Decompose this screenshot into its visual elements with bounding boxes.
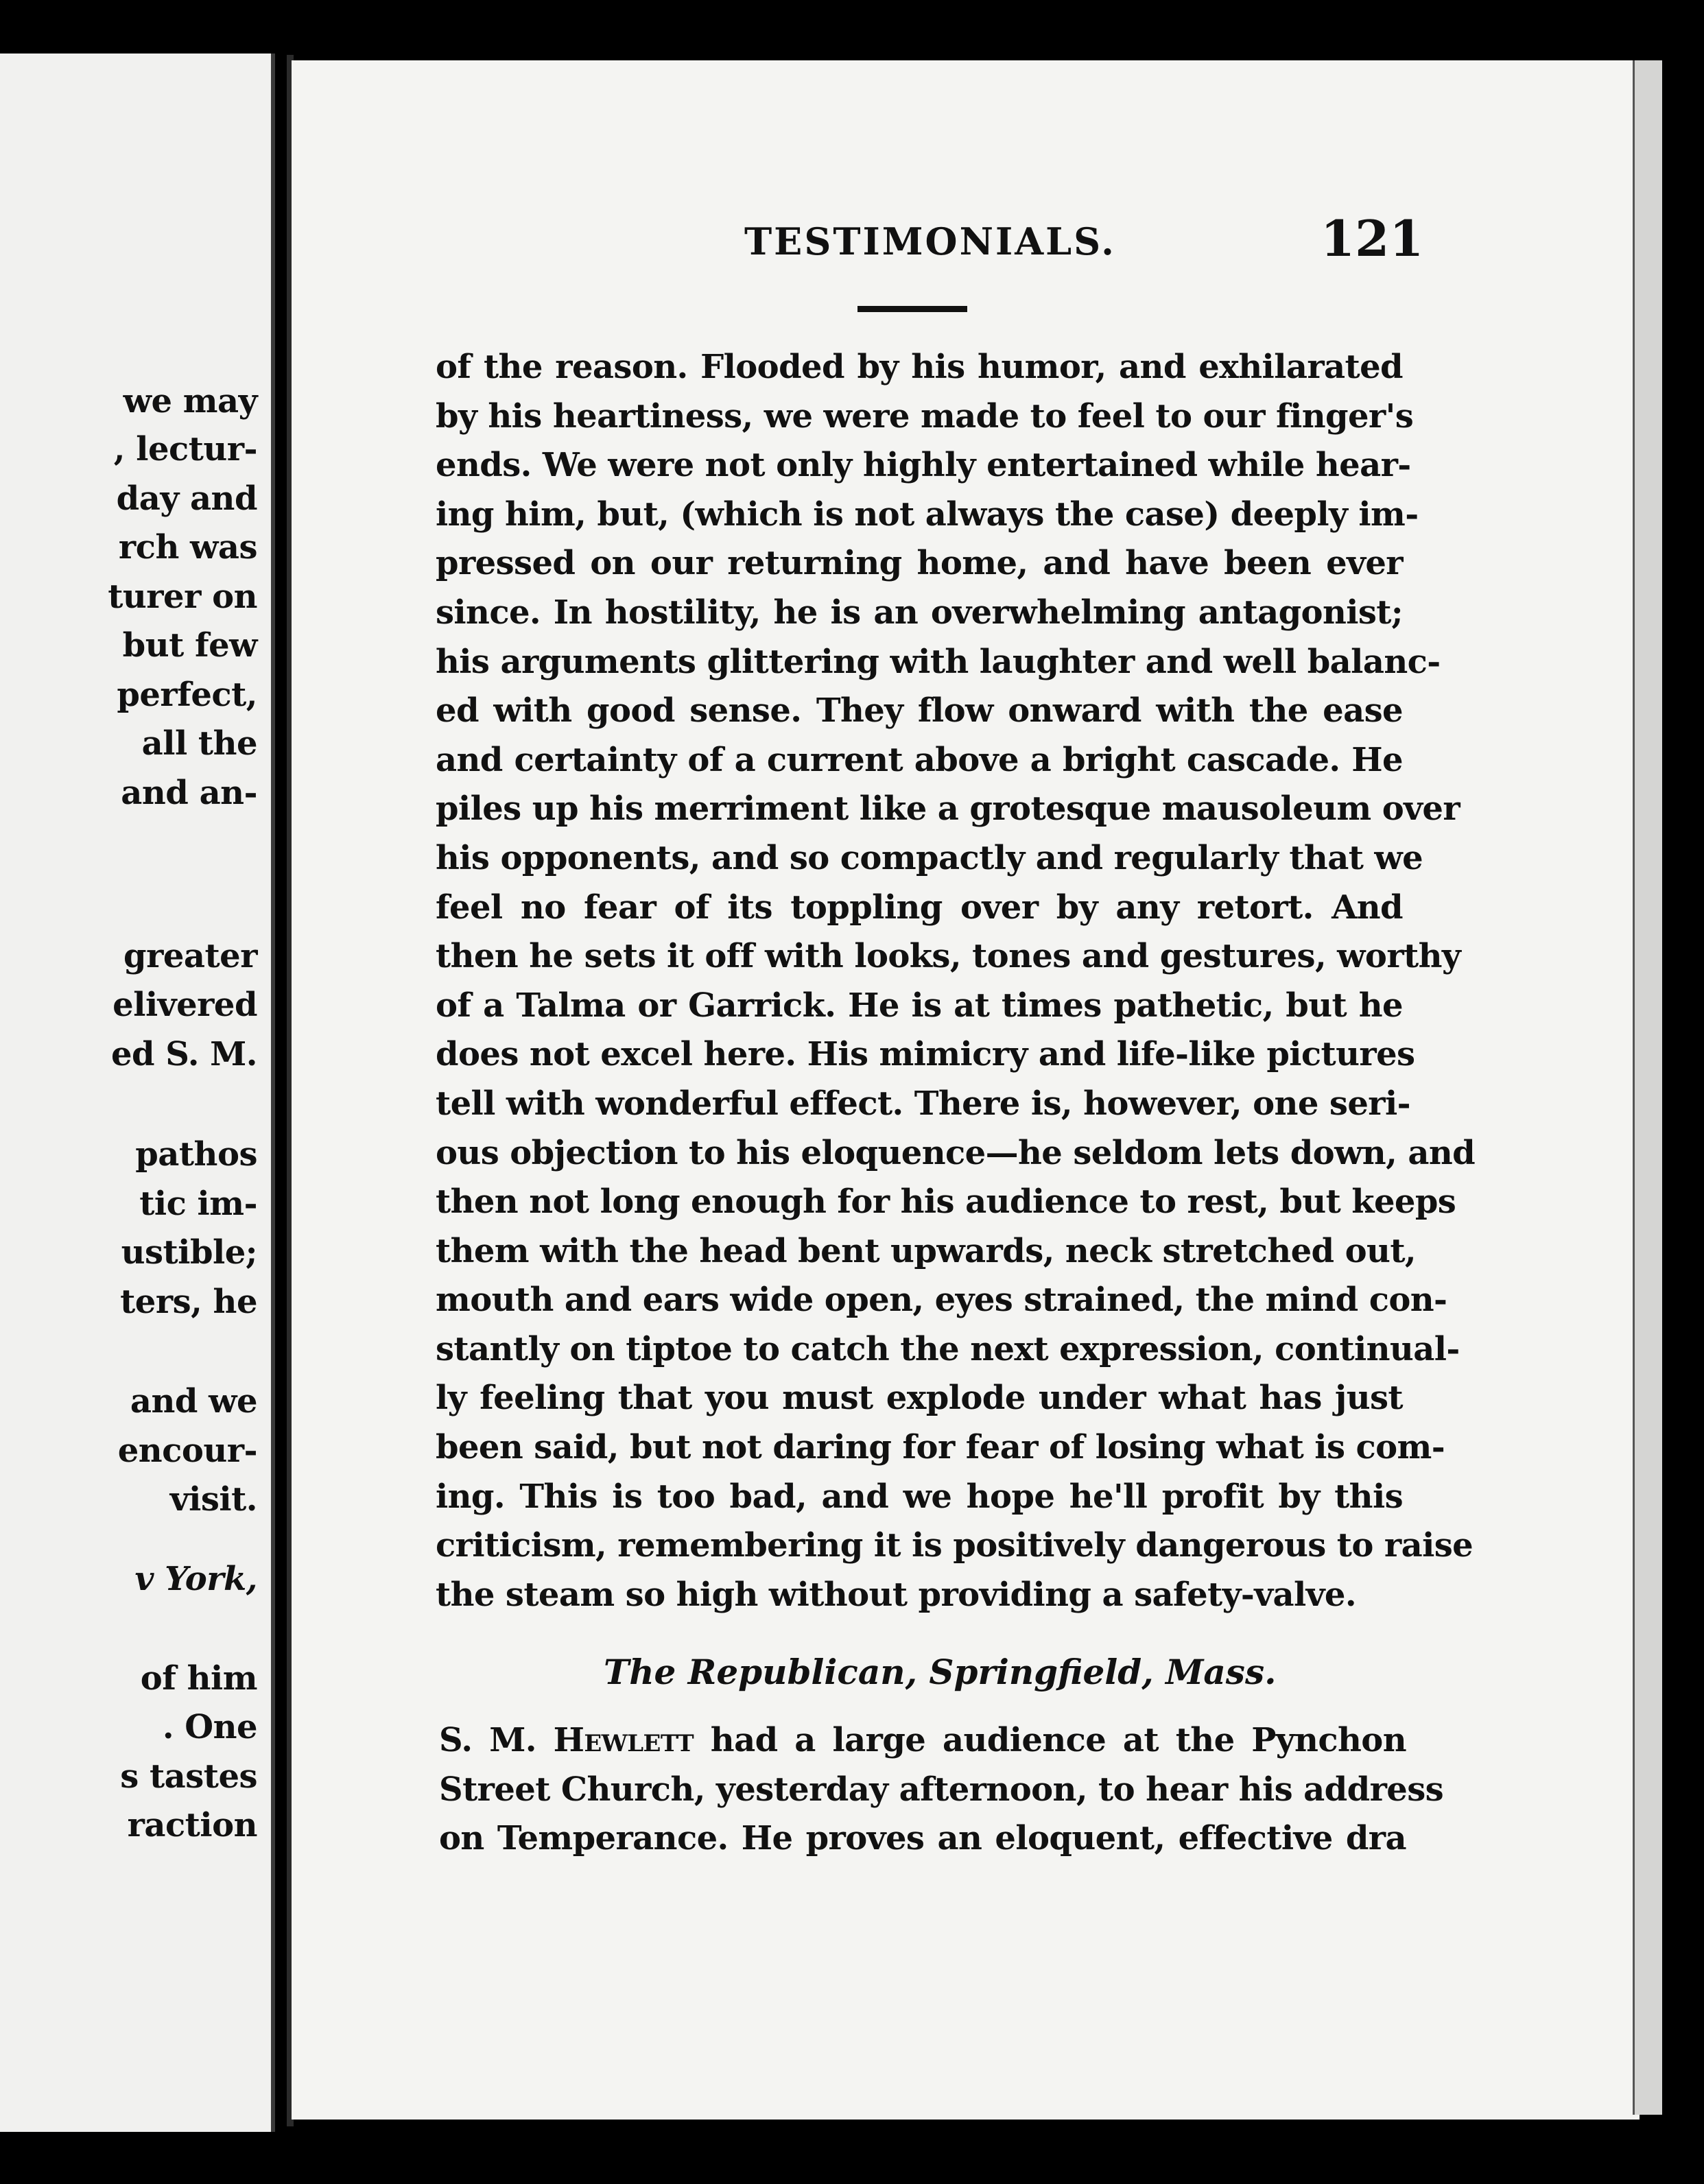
text-line: them with the head bent upwards, neck stretched out,	[436, 1231, 1417, 1270]
page-number: 121	[1321, 209, 1424, 268]
running-head: TESTIMONIALS.	[744, 219, 1116, 263]
text-line: ing. This is too bad, and we hope he'll profit by this	[436, 1477, 1403, 1516]
text-line: his arguments glittering with laughter and well balanc-	[436, 642, 1441, 681]
text-line: ous objection to his eloquence—he seldom lets down, and	[436, 1133, 1476, 1172]
text-line: Street Church, yesterday afternoon, to hear his address	[439, 1770, 1444, 1809]
left-page-line: s tastes	[120, 1757, 257, 1796]
text-line: of a Talma or Garrick. He is at times pathetic, but he	[436, 986, 1403, 1025]
left-page-fragment	[0, 54, 275, 2132]
text-line: then not long enough for his audience to rest, but keeps	[436, 1183, 1456, 1222]
next-testimonial	[439, 1716, 1444, 1864]
text-line: then he sets it off with looks, tones and gestures, worthy	[436, 937, 1461, 976]
left-page-line: encour-	[117, 1432, 257, 1470]
left-page-line: raction	[127, 1806, 257, 1844]
left-page-line: visit.	[169, 1480, 257, 1519]
text-line: does not excel here. His mimicry and life-like pictures	[436, 1035, 1415, 1074]
text-line: his opponents, and so compactly and regularly that we	[436, 838, 1423, 877]
left-page-line: pathos	[135, 1135, 257, 1174]
left-page-line: , lectur-	[113, 430, 257, 468]
text-line: and certainty of a current above a bright cascade. He	[436, 740, 1403, 779]
testimonial-body	[436, 343, 1476, 1619]
text-line: pressed on our returning home, and have been ever	[436, 544, 1403, 583]
text-line: ing him, but, (which is not always the case) deeply im-	[436, 495, 1419, 534]
left-page-line: turer on	[108, 578, 257, 616]
page-edge	[1633, 60, 1662, 2115]
left-page-line: ters, he	[120, 1283, 257, 1321]
text-line: ed with good sense. They flow onward with the ease	[436, 691, 1403, 731]
text-line: mouth and ears wide open, eyes strained, the mind con-	[436, 1281, 1447, 1320]
text-line: criticism, remembering it is positively dangerous to raise	[436, 1526, 1474, 1565]
text-line: the steam so high without providing a safety-valve.	[436, 1575, 1356, 1614]
left-page-line: and an-	[121, 774, 257, 812]
left-page-line: ustible;	[121, 1233, 257, 1272]
text-line: piles up his merriment like a grotesque mausoleum over	[436, 790, 1460, 829]
text-line: ly feeling that you must explode under what has just	[436, 1379, 1403, 1418]
text-line	[439, 1716, 1406, 1766]
text-line: by his heartiness, we were made to feel to our finger's	[436, 396, 1414, 436]
left-page-line: we may	[123, 382, 257, 420]
subject-name: S. M. Hewlett	[439, 1721, 694, 1759]
left-page-line: greater	[123, 937, 257, 975]
text-line: feel no fear of its toppling over by any retort. And	[436, 888, 1403, 927]
source-attribution: The Republican, Springfield, Mass.	[604, 1652, 1277, 1692]
text-run: had a large audience at the Pynchon	[694, 1721, 1406, 1759]
left-page-line: day and	[116, 479, 257, 518]
text-line: since. In hostility, he is an overwhelming antagonist;	[436, 593, 1403, 632]
left-page-line: ed S. M.	[110, 1035, 257, 1073]
header-rule	[857, 306, 967, 312]
text-line: of the reason. Flooded by his humor, and exhilarated	[436, 348, 1403, 386]
left-page-line: elivered	[113, 986, 257, 1024]
left-page-line: tic im-	[139, 1185, 257, 1223]
left-page-line: . One	[162, 1708, 257, 1746]
text-line: stantly on tiptoe to catch the next expression, continual-	[436, 1329, 1460, 1368]
text-line: on Temperance. He proves an eloquent, effective dra	[439, 1819, 1406, 1858]
left-page-line: rch was	[118, 528, 257, 567]
left-page-line: all the	[141, 724, 257, 763]
left-page-line: and we	[130, 1382, 257, 1421]
left-page-line: v York,	[134, 1560, 257, 1598]
text-line: tell with wonderful effect. There is, however, one seri-	[436, 1084, 1410, 1123]
text-line: been said, but not daring for fear of losing what is com-	[436, 1428, 1445, 1467]
left-page-line: perfect,	[117, 676, 257, 714]
left-page-line: but few	[122, 626, 257, 665]
left-page-line: of him	[140, 1659, 257, 1698]
text-line: ends. We were not only highly entertained while hear-	[436, 446, 1411, 485]
